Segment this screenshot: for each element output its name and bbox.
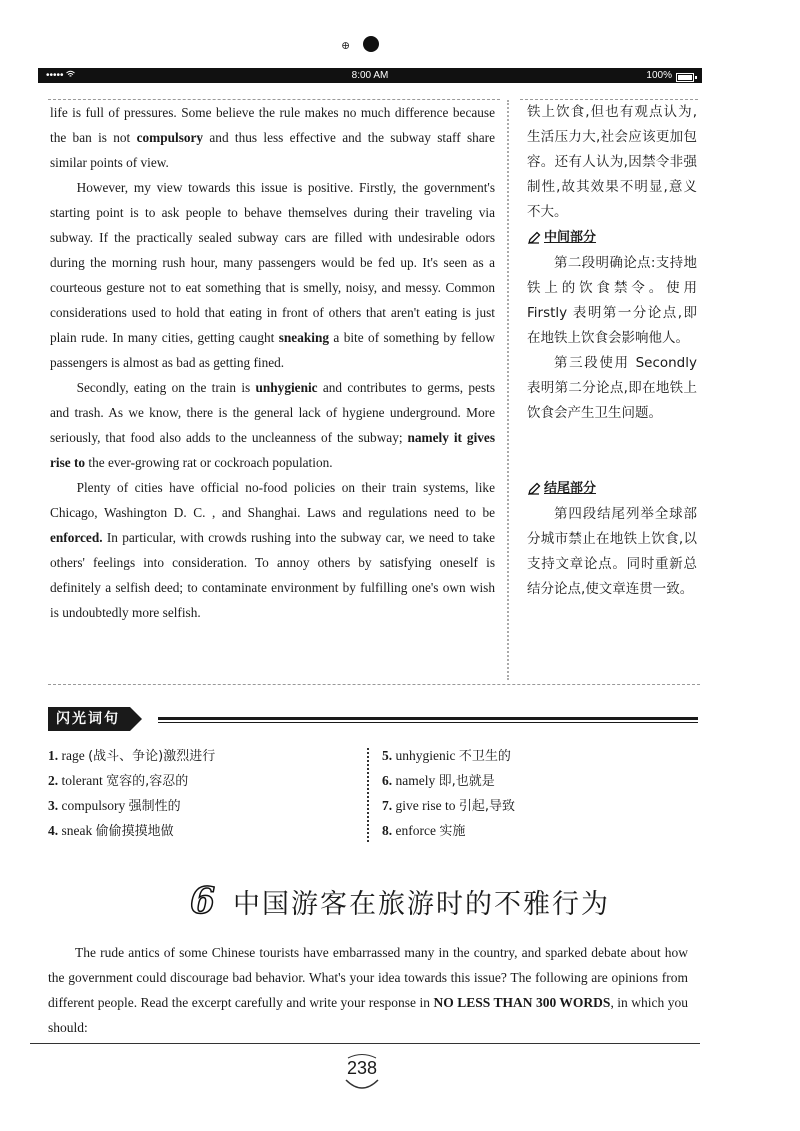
vocab-item: 8. enforce 实施 [382, 823, 466, 839]
side-heading-ending: 结尾部分 [527, 476, 697, 502]
essay-paragraph-3: Secondly, eating on the train is unhygienic and contributes to germs, pests and trash. As we know, there is the general lack of hygiene underground. More seriously, that food also adds to the uncleanness of the subway; namely it gives rise to the ever-growing rat or cockroach population. [50, 380, 495, 470]
section-number: 6 [189, 880, 216, 922]
section-heading [0, 880, 800, 930]
side-heading-middle: 中间部分 [527, 225, 697, 251]
page-bottom-rule [30, 1043, 700, 1044]
sensor-glyph: ⊕ [341, 40, 351, 52]
vocab-item: 7. give rise to 引起,导致 [382, 798, 516, 814]
column-separator [507, 100, 509, 680]
vocab-item: 1. rage (战斗、争论)激烈进行 [48, 748, 216, 764]
battery-percent: 100% [646, 70, 672, 81]
battery-status [646, 68, 694, 83]
status-bar [38, 68, 702, 83]
vocab-list-right [382, 743, 682, 843]
essay-paragraph-4: Plenty of cities have official no-food policies on their train systems, like Chicago, Washington D. C. , and Shanghai. Laws and regulations need to be enforced. In particular, with crowds rushing into the subway car, we need to take others' feelings into consideration. To annoy others by satisfying oneself is definitely a selfish deed; to contaminate environment by fulfilling one's own wish is undoubtedly more selfish. [50, 480, 495, 620]
device-camera [341, 32, 381, 54]
page-number: 238 [346, 1058, 378, 1078]
vocab-list-left [48, 743, 348, 843]
essay-bottom-divider [48, 684, 700, 685]
vocab-item: 2. tolerant 宽容的,容忍的 [48, 773, 189, 789]
essay-paragraph-2: However, my view towards this issue is positive. Firstly, the government's starting point is to ask people to behave themselves during their traveling via subway. If the practically sealed subway cars are filled with undesirable odors during the morning rush hour, many passengers would be fed up. It's seen as a courteous gesture not to eat something that is smelly, noisy, and messy. Common considerations used to hold that eating in front of others that aren't eating is just plain rude. In many cities, getting caught sneaking a bite of something by fellow passengers is almost as bad as getting fined. [50, 180, 495, 370]
banner-rule [158, 717, 698, 720]
battery-icon [676, 73, 694, 82]
vocab-banner-title: 闪光词句 [48, 707, 130, 731]
banner-rule-thin [158, 722, 698, 723]
status-time: 8:00 AM [351, 70, 389, 81]
essay-column [50, 100, 495, 625]
vocab-banner [48, 707, 698, 731]
vocab-item: 5. unhygienic 不卫生的 [382, 748, 511, 764]
prompt-paragraph: The rude antics of some Chinese tourists have embarrassed many in the country, and sparked debate about how the government could discourage bad behavior. What's your idea towards this issue? The following are opinions from different people. Read the excerpt carefully and write your response in NO LESS THAN 300 WORDS, in which you should: [48, 945, 689, 1035]
camera-lens [363, 36, 379, 52]
section-title: 中国游客在旅游时的不雅行为 [233, 888, 611, 920]
side-note-4: 第四段结尾列举全球部分城市禁止在地铁上饮食,以支持文章论点。同时重新总结分论点,使文章连贯一致。 [527, 506, 697, 597]
pen-icon [527, 231, 541, 245]
annotation-column [527, 100, 697, 602]
section-prompt [48, 940, 688, 1040]
signal-icon: ••••• [46, 68, 75, 83]
essay-paragraph-1: life is full of pressures. Some believe the rule makes no much difference because the ban is not compulsory and thus less effective and the subway staff share similar points of view. [50, 105, 496, 170]
vocab-item: 6. namely 即,也就是 [382, 773, 495, 789]
side-note-3: 第三段使用 Secondly 表明第二分论点,即在地铁上饮食会产生卫生问题。 [527, 355, 697, 421]
pen-icon [527, 482, 541, 496]
vocab-separator [367, 748, 369, 842]
vocab-item: 4. sneak 偷偷摸摸地做 [48, 823, 174, 839]
vocab-item: 3. compulsory 强制性的 [48, 798, 181, 814]
side-note-2: 第二段明确论点:支持地铁上的饮食禁令。使用 Firstly 表明第一分论点,即在地铁上饮食会影响他人。 [527, 255, 697, 346]
side-note-1: 铁上饮食,但也有观点认为,生活压力大,社会应该更加包容。还有人认为,因禁令非强制性,故其效果不明显,意义不大。 [527, 104, 697, 220]
